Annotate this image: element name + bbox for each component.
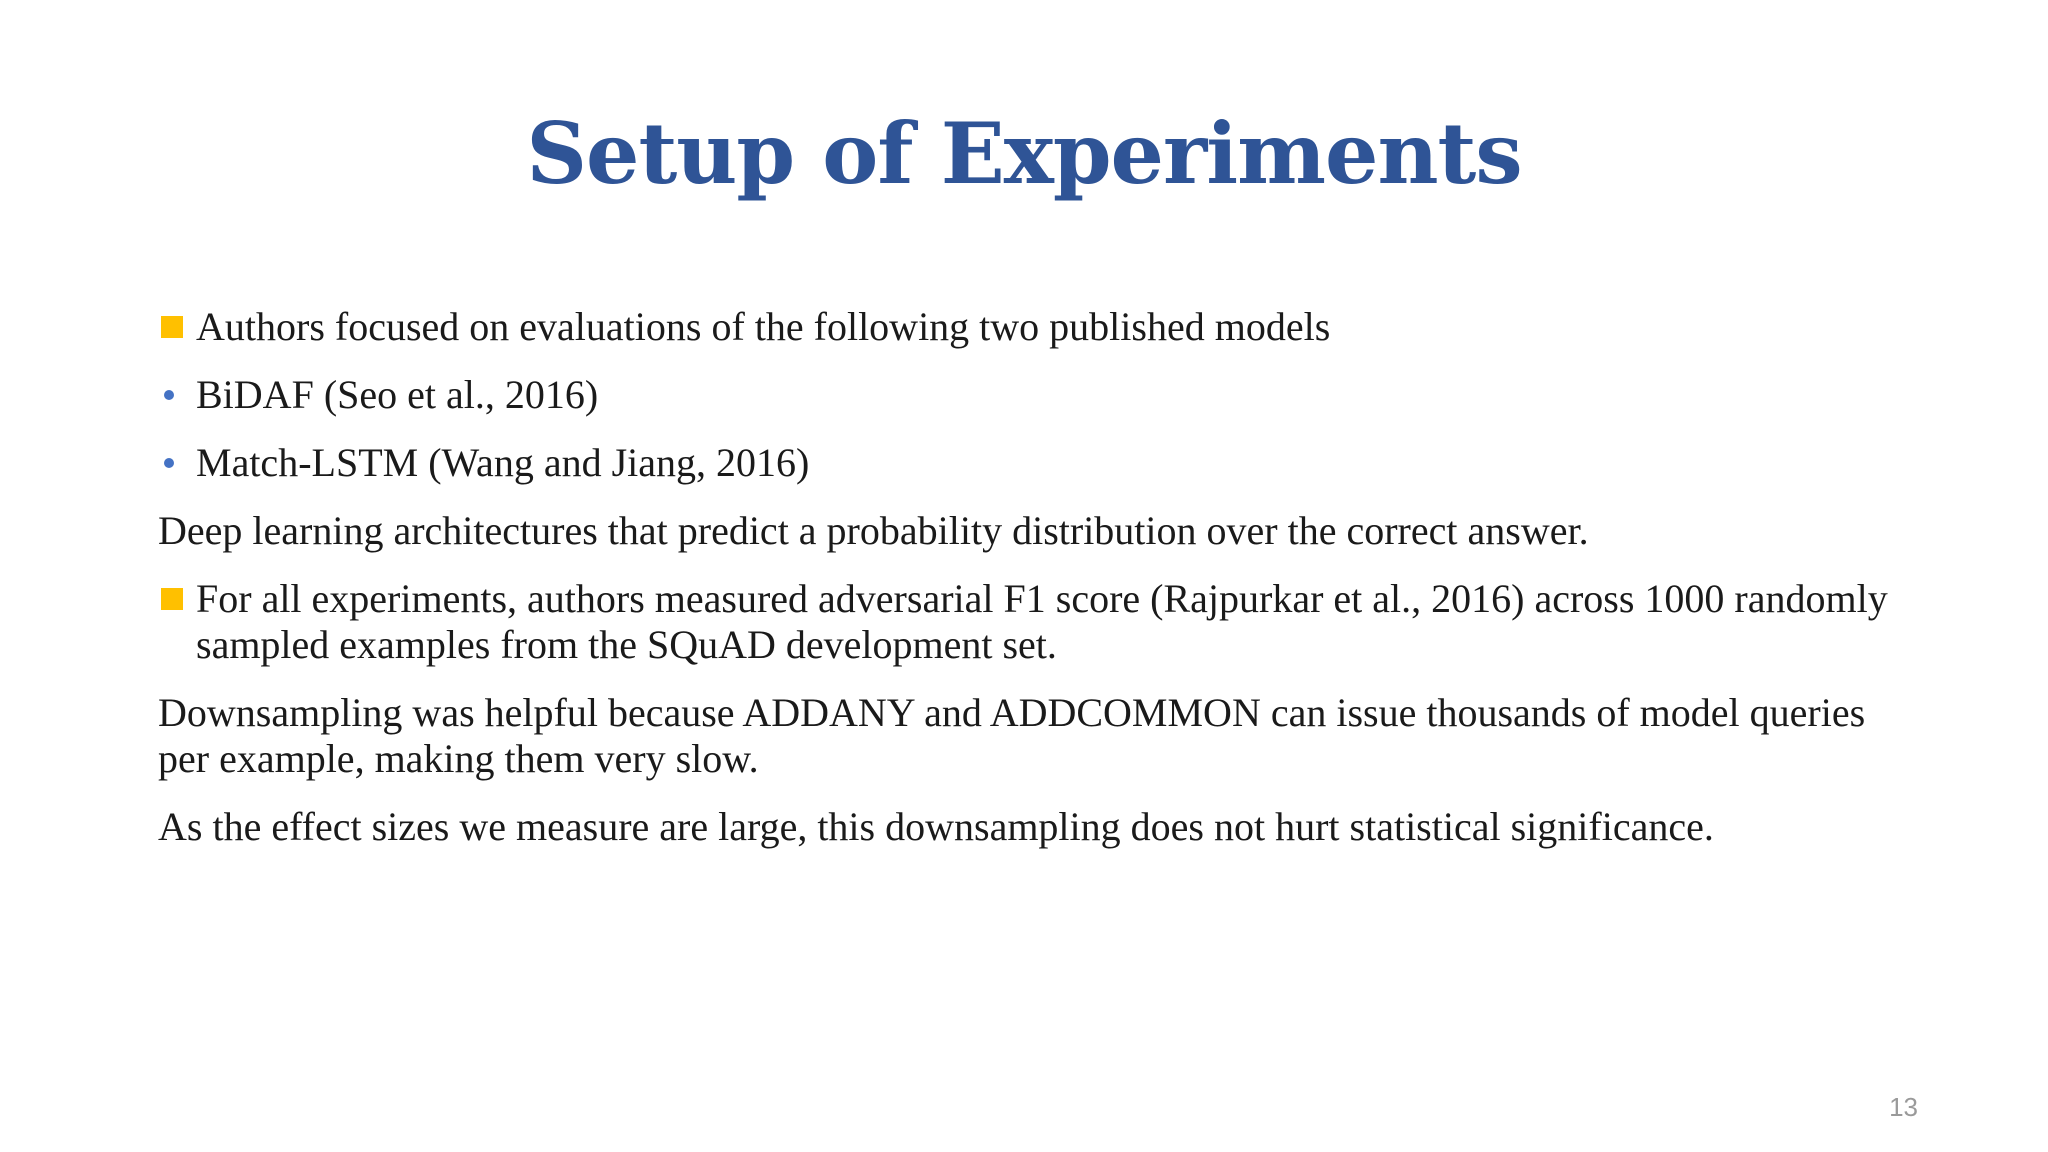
bullet-item-bidaf: [158, 372, 1918, 418]
slide-body: [158, 304, 1918, 872]
paragraph-effect-sizes: As the effect sizes we measure are large, this downsampling does not hurt statistical significance.: [158, 804, 1714, 849]
dot-bullet-icon: [164, 390, 174, 400]
square-bullet-icon: [161, 316, 183, 338]
bullet-text: Authors focused on evaluations of the following two published models: [196, 304, 1331, 349]
bullet-marker: [158, 576, 196, 622]
bullet-text: For all experiments, authors measured adversarial F1 score (Rajpurkar et al., 2016) across 1000 randomly sampled examples from the SQuAD development set.: [196, 576, 1888, 667]
paragraph-deep-learning: Deep learning architectures that predict a probability distribution over the correct answer.: [158, 508, 1589, 553]
bullet-marker: [158, 304, 196, 350]
bullet-marker: [158, 372, 196, 418]
bullet-item-match-lstm: [158, 440, 1918, 486]
slide-title: Setup of Experiments: [526, 104, 1522, 203]
bullet-marker: [158, 440, 196, 486]
bullet-text: Match-LSTM (Wang and Jiang, 2016): [196, 440, 810, 485]
bullet-item-experiments: [158, 576, 1918, 668]
paragraph-downsampling: Downsampling was helpful because ADDANY and ADDCOMMON can issue thousands of model queries per example, making them very slow.: [158, 690, 1866, 781]
page-number: 13: [1889, 1092, 1918, 1122]
square-bullet-icon: [161, 588, 183, 610]
dot-bullet-icon: [164, 458, 174, 468]
bullet-item-authors-focused: [158, 304, 1918, 350]
bullet-text: BiDAF (Seo et al., 2016): [196, 372, 599, 417]
